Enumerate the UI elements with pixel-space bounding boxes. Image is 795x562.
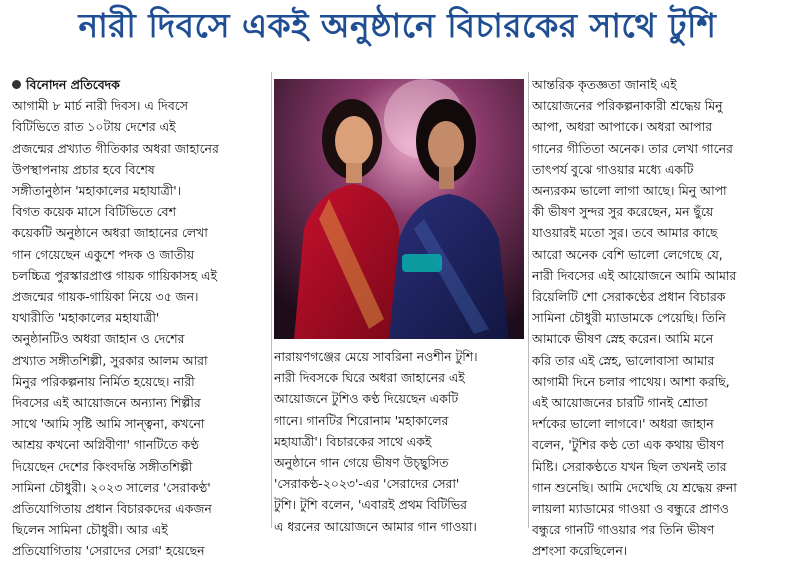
text-line: সামিনা চৌধুরী ম্যাডামকে পেয়েছি। তিনি [532,310,726,326]
text-line: সামিনা চৌধুরী। ২০২৩ সালের 'সেরাকণ্ঠ' [12,479,211,495]
text-line: সঙ্গীতানুষ্ঠান 'মহাকালের মহাযাত্রী'। [12,183,182,199]
text-line: আয়োজনে টুশিও কণ্ঠ দিয়েছেন একটি [274,391,459,407]
text-line: আমাকে ভীষণ স্নেহ করেন। আমি মনে [532,331,714,347]
text-line: প্রজন্মের গায়ক-গায়িকা নিয়ে ৩৫ জন। [12,289,199,305]
text-line: চলচ্চিত্র পুরস্কারপ্রাপ্ত গায়ক গায়িকাসহ এই [12,267,217,283]
text-line: আগামী দিনে চলার পাথেয়। আশা করছি, [532,373,730,389]
text-line: মিনুর পরিকল্পনায় নির্মিত হয়েছে। নারী [12,373,195,389]
article-column-2 [274,346,526,537]
article-photo [274,79,524,339]
bullet-icon [12,80,21,89]
text-line: বিগত কয়েক মাসে বিটিভিতে বেশ [12,204,176,220]
text-line: এ ধরনের আয়োজনে আমার গান গাওয়া। [274,518,477,534]
text-line: কয়েকটি অনুষ্ঠানে অধরা জাহানের লেখা [12,225,208,241]
text-line: মিষ্টি। সেরাকণ্ঠতে যখন ছিল তখনই তার [532,458,727,474]
headline: নারী দিবসে একই অনুষ্ঠানে বিচারকের সাথে টুশি [78,6,717,45]
text-line: আগামী ৮ মার্চ নারী দিবস। এ দিবসে [12,98,188,114]
text-line: আন্তরিক কৃতজ্ঞতা জানাই এই [532,77,677,92]
text-line: নারী দিবসের এই আয়োজনে আমি আমার [532,267,737,283]
text-line: প্রখ্যাত সঙ্গীতশিল্পী, সুরকার আলম আরা [12,352,208,368]
column-3-lines [532,74,794,562]
column-1-lines [12,95,270,561]
text-line: সাথে 'আমি সৃষ্টি আমি সান্ত্বনা, কখনো [12,416,205,432]
column-2-lines [274,346,526,537]
text-line: মহাযাত্রী'। বিচারকের সাথে একই [274,433,432,449]
text-line: নারী দিবসকে ঘিরে অধরা জাহানের এই [274,370,465,386]
article-column-3 [532,74,794,562]
text-line: দর্শকের ভালো লাগবে।' অধরা জাহান [532,416,714,432]
text-line: গানে। গানটির শিরোনাম 'মহাকালের [274,412,449,428]
text-line: উপস্থাপনায় প্রচার হবে বিশেষ [12,161,155,177]
column-divider-2 [528,72,529,528]
text-line: গান গেয়েছেন একুশে পদক ও জাতীয় [12,246,195,262]
byline-text: বিনোদন প্রতিবেদক [26,77,120,92]
text-line: দিয়েছেন দেশের কিংবদন্তি সঙ্গীতশিল্পী [12,458,193,474]
text-line: যাওয়ারই মতো সুর। তবে আমার কাছে [532,225,718,241]
article-column-1 [12,74,270,562]
column-divider-1 [271,72,272,528]
text-line: করি তার এই স্নেহ, ভালোবাসা আমার [532,352,715,368]
text-line: রিয়েলিটি শো সেরাকণ্ঠের প্রধান বিচারক [532,289,726,305]
text-line: আরো অনেক বেশি ভালো লেগেছে যে, [532,246,723,262]
text-line: অনুষ্ঠানে গান গেয়ে ভীষণ উচ্ছ্বসিত [274,455,449,471]
text-line: আশ্রয় কখনো অগ্নিবীণা' গানটিতে কণ্ঠ [12,437,199,453]
text-line: প্রতিযোগিতায় 'সেরাদের সেরা' হয়েছেন [12,543,205,559]
text-line: ছিলেন সামিনা চৌধুরী। আর এই [12,522,168,538]
text-line: অনুষ্ঠানটিও অধরা জাহান ও দেশের [12,331,185,347]
text-line: প্রজন্মের প্রখ্যাত গীতিকার অধরা জাহানের [12,140,219,156]
text-line: এই আয়োজনের চারটি গানই শ্রোতা [532,395,708,411]
text-line: দিবসের এই আয়োজনে অন্যান্য শিল্পীর [12,395,201,411]
text-line: বিটিভিতে রাত ১০টায় দেশের এই [12,119,176,135]
photo-illustration [274,79,524,339]
text-line: বলেন, 'টুশির কণ্ঠ তো এক কথায় ভীষণ [532,437,724,453]
text-line: প্রতিযোগিতায় প্রধান বিচারকদের একজন [12,501,212,517]
text-line: 'সেরাকণ্ঠ-২০২৩'-এর 'সেরাদের সেরা' [274,476,460,492]
text-line: টুশি। টুশি বলেন, 'এবারই প্রথম বিটিভির [274,497,467,513]
text-line: আপা, অধরা আপাকে। অধরা আপার [532,119,713,135]
text-line: নারায়ণগঞ্জের মেয়ে সাবরিনা নওশীন টুশি। [274,349,478,364]
byline [12,74,270,95]
text-line: আয়োজনের পরিকল্পনাকারী শ্রদ্ধেয় মিনু [532,98,723,114]
text-line: অন্যরকম ভালো লাগা আছে। মিনু আপা [532,183,727,199]
text-line: গান শুনেছি। আমি দেখেছি যে শ্রদ্ধেয় রুনা [532,479,737,495]
text-line: যথারীতি 'মহাকালের মহাযাত্রী' [12,310,160,326]
text-line: তাৎপর্য বুঝে গাওয়ার মধ্যে একটি [532,161,694,177]
text-line: বন্ধুরে গানটি গাওয়ার পর তিনি ভীষণ [532,522,715,538]
text-line: লায়লা ম্যাডামের গাওয়া ও বন্ধুরে প্রাণও [532,501,729,517]
text-line: গানের গীতিতা অনেক। তার লেখা গানের [532,140,733,156]
text-line: প্রশংসা করেছিলেন। [532,543,628,559]
text-line: কী ভীষণ সুন্দর সুর করেছেন, মন ছুঁয়ে [532,204,714,220]
